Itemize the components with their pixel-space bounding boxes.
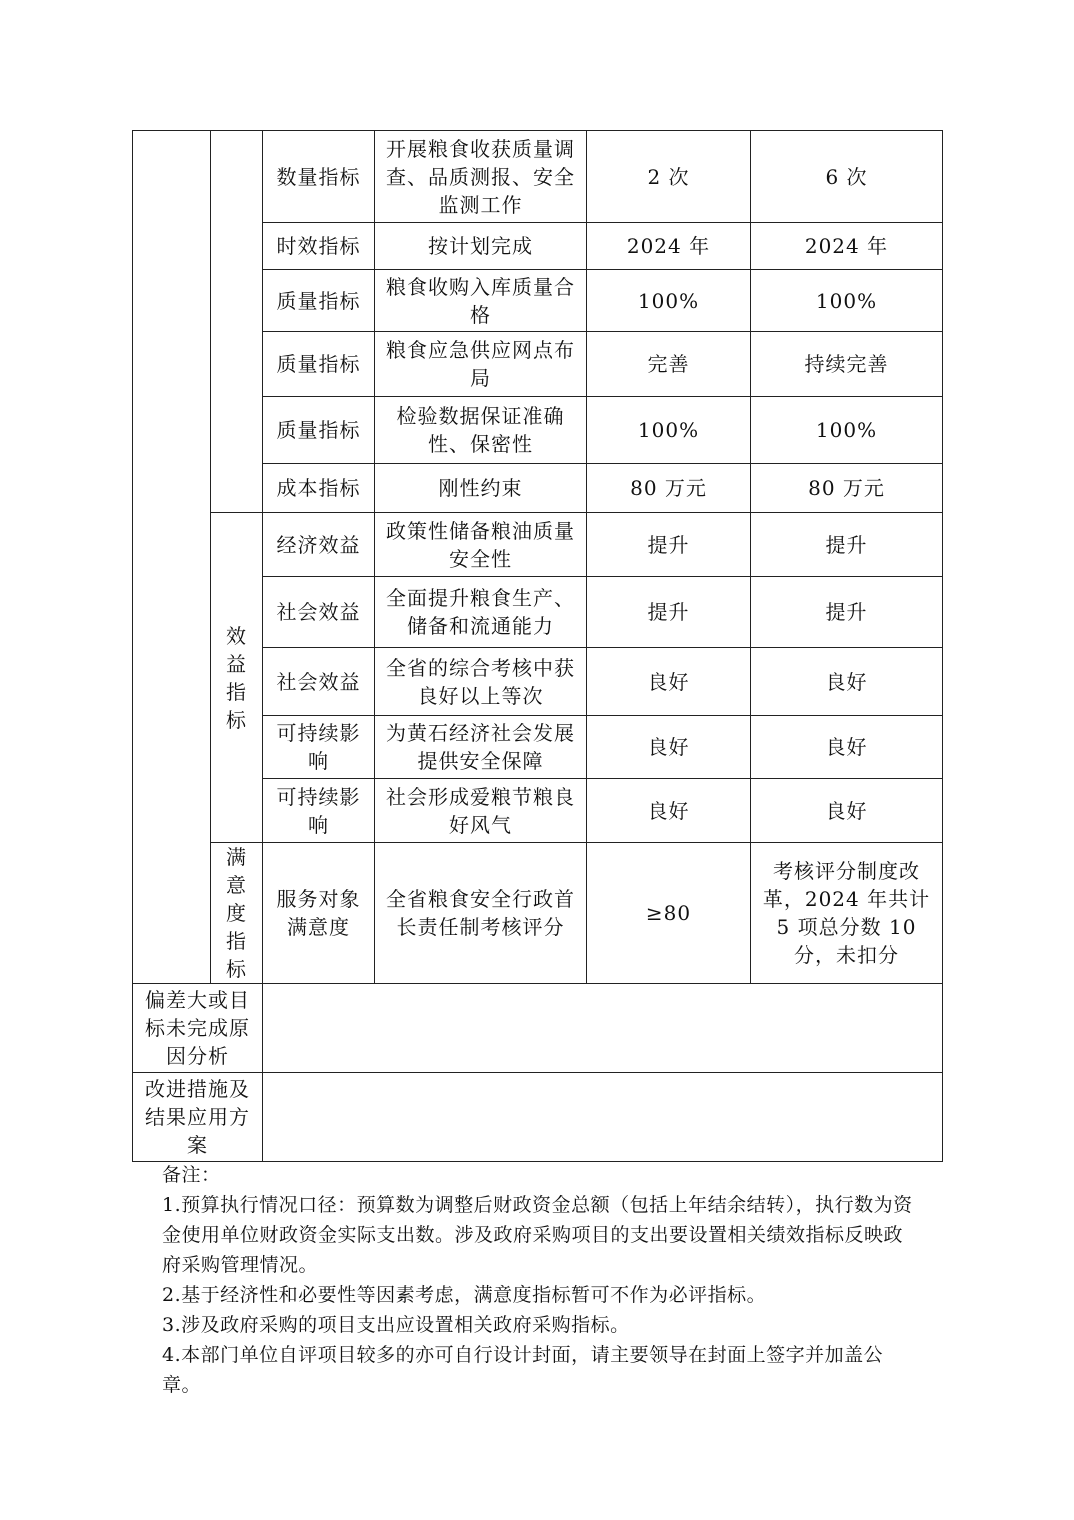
improvement-label: 改进措施及结果应用方案 [133, 1073, 263, 1162]
indicator-content: 粮食应急供应网点布局 [375, 332, 587, 397]
indicator-name: 质量指标 [263, 270, 375, 332]
deviation-label: 偏差大或目标未完成原因分析 [133, 984, 263, 1073]
indicator-target: ≥80 [587, 843, 751, 984]
note-item: 3.涉及政府采购的项目支出应设置相关政府采购指标。 [162, 1314, 630, 1336]
indicator-actual: 80 万元 [751, 464, 943, 513]
indicator-target: 2 次 [587, 131, 751, 223]
indicator-target: 100% [587, 270, 751, 332]
indicator-content: 粮食收购入库质量合格 [375, 270, 587, 332]
indicator-target: 2024 年 [587, 223, 751, 270]
indicator-target: 提升 [587, 577, 751, 648]
indicator-name: 可持续影响 [263, 716, 375, 779]
indicator-name: 成本指标 [263, 464, 375, 513]
indicator-content: 政策性储备粮油质量安全性 [375, 513, 587, 577]
indicator-target: 100% [587, 397, 751, 464]
indicator-actual: 100% [751, 397, 943, 464]
indicator-content: 按计划完成 [375, 223, 587, 270]
indicator-target: 良好 [587, 716, 751, 779]
indicator-name: 经济效益 [263, 513, 375, 577]
deviation-value [263, 984, 943, 1073]
category-cell-blank [133, 131, 211, 984]
benefit-indicator-label: 效益指标 [211, 513, 263, 843]
indicator-actual: 提升 [751, 577, 943, 648]
improvement-value [263, 1073, 943, 1162]
indicator-name: 可持续影响 [263, 779, 375, 843]
indicator-content: 为黄石经济社会发展提供安全保障 [375, 716, 587, 779]
table-row [133, 1073, 943, 1162]
indicator-content: 开展粮食收获质量调查、品质测报、安全监测工作 [375, 131, 587, 223]
indicator-name: 数量指标 [263, 131, 375, 223]
indicator-content: 全省的综合考核中获良好以上等次 [375, 648, 587, 716]
indicator-actual: 6 次 [751, 131, 943, 223]
indicator-name: 质量指标 [263, 397, 375, 464]
indicator-content: 社会形成爱粮节粮良好风气 [375, 779, 587, 843]
notes-section [162, 1160, 922, 1400]
indicator-content: 全省粮食安全行政首长责任制考核评分 [375, 843, 587, 984]
indicator-actual: 良好 [751, 716, 943, 779]
indicator-content: 全面提升粮食生产、储备和流通能力 [375, 577, 587, 648]
indicator-target: 提升 [587, 513, 751, 577]
note-item: 2.基于经济性和必要性等因素考虑，满意度指标暂可不作为必评指标。 [162, 1284, 767, 1306]
performance-table [132, 130, 943, 1162]
table-row [133, 513, 943, 577]
indicator-actual: 2024 年 [751, 223, 943, 270]
output-indicator-group-cell [211, 131, 263, 513]
indicator-name: 质量指标 [263, 332, 375, 397]
satisfaction-indicator-label: 满意度指标 [211, 843, 263, 984]
note-item: 4.本部门单位自评项目较多的亦可自行设计封面，请主要领导在封面上签字并加盖公章。 [162, 1344, 884, 1396]
table-row [133, 843, 943, 984]
table-row [133, 984, 943, 1073]
indicator-actual: 提升 [751, 513, 943, 577]
indicator-content: 检验数据保证准确性、保密性 [375, 397, 587, 464]
indicator-target: 良好 [587, 648, 751, 716]
note-item: 1.预算执行情况口径：预算数为调整后财政资金总额（包括上年结余结转），执行数为资金使用单位财政资金实际支出数。涉及政府采购项目的支出要设置相关绩效指标反映政府采购管理情况。 [162, 1194, 913, 1276]
notes-title: 备注： [162, 1164, 221, 1186]
indicator-target: 良好 [587, 779, 751, 843]
table-row [133, 131, 943, 223]
indicator-actual: 100% [751, 270, 943, 332]
indicator-name: 社会效益 [263, 648, 375, 716]
indicator-name: 服务对象满意度 [263, 843, 375, 984]
indicator-actual: 良好 [751, 779, 943, 843]
indicator-target: 完善 [587, 332, 751, 397]
indicator-actual: 持续完善 [751, 332, 943, 397]
indicator-content: 刚性约束 [375, 464, 587, 513]
indicator-actual: 考核评分制度改革，2024 年共计 5 项总分数 10 分，未扣分 [751, 843, 943, 984]
indicator-name: 时效指标 [263, 223, 375, 270]
indicator-actual: 良好 [751, 648, 943, 716]
indicator-target: 80 万元 [587, 464, 751, 513]
indicator-name: 社会效益 [263, 577, 375, 648]
